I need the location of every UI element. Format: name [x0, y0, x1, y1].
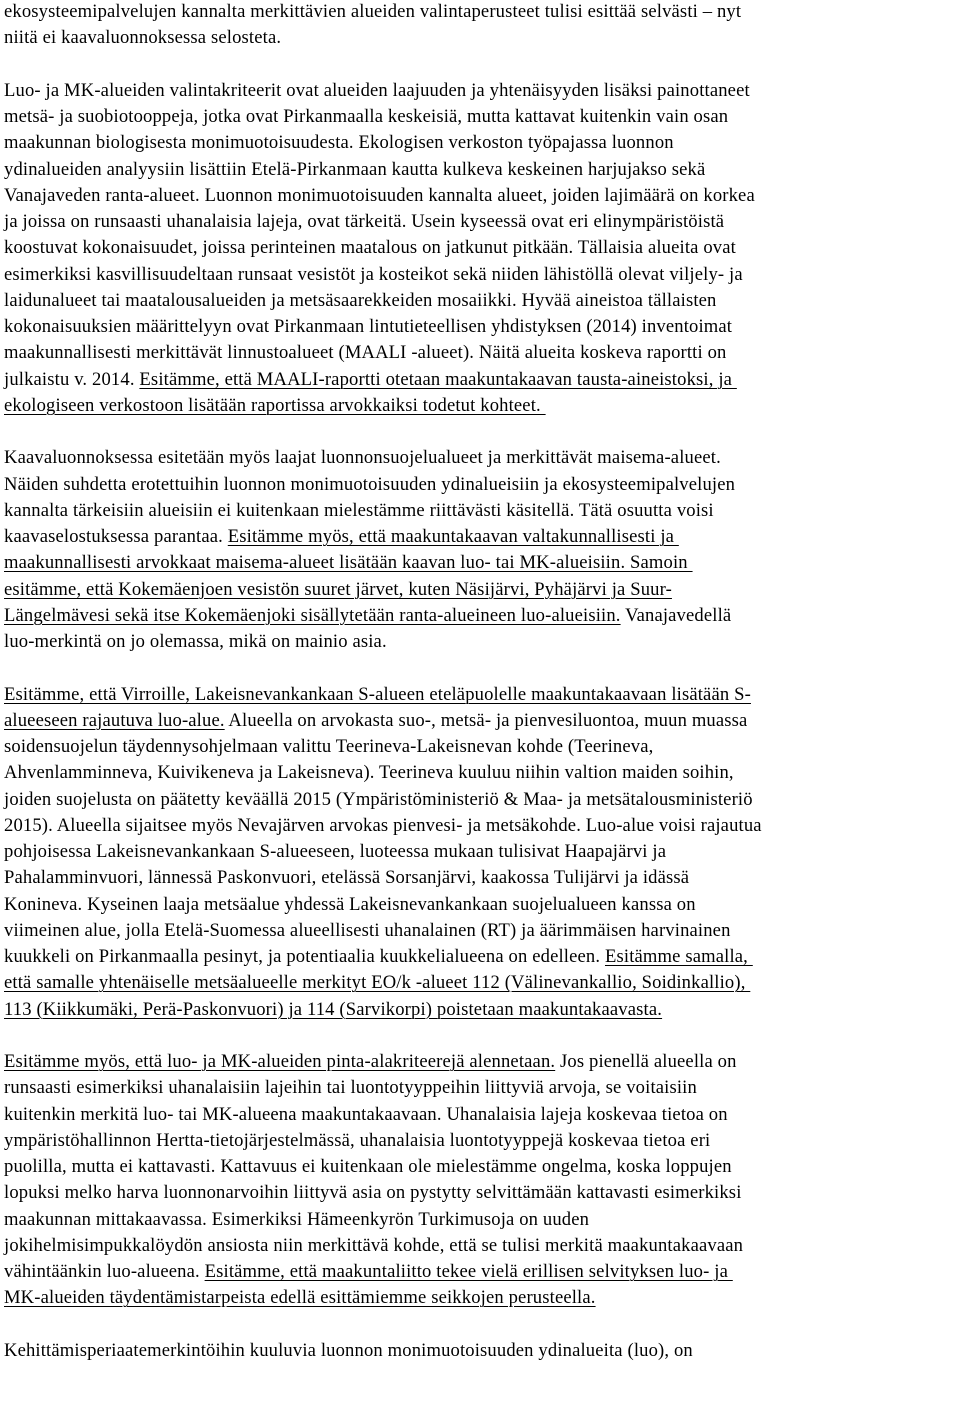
text-segment: pohjoisessa Lakeisnevankankaan S-alueeseen, luoteessa mukaan tulisivat Haapajärvi ja [4, 841, 667, 862]
text-line [4, 1233, 954, 1259]
text-segment: julkaistu v. 2014. [4, 368, 140, 390]
text-line [4, 130, 954, 156]
text-line [4, 1075, 954, 1101]
text-line [4, 235, 954, 261]
text-segment: Vanajavedellä [620, 604, 732, 626]
text-segment: maakunnan biologisesta monimuotoisuudesta. Ekologisen verkoston työpajassa luonnon [4, 132, 674, 154]
text-line [4, 1128, 954, 1154]
underlined-text: MK-alueiden täydentämistarpeista edellä esittämiemme seikkojen perusteella. [4, 1287, 596, 1309]
text-line [4, 367, 954, 393]
paragraph-4 [4, 682, 954, 1023]
text-line [4, 314, 954, 340]
text-line [4, 209, 954, 235]
text-line [4, 944, 954, 970]
paragraph-6 [4, 1338, 954, 1364]
paragraph-3 [4, 445, 954, 655]
text-segment: maakunnan mittakaavassa. Esimerkiksi Hämeenkyrön Turkimusoja on uuden [4, 1208, 590, 1230]
text-segment: viimeinen alue, jolla Etelä-Suomessa alueellisesti uhanalainen (RT) ja äärimmäisen harvinainen [4, 919, 731, 941]
text-line [4, 393, 954, 419]
text-line [4, 813, 954, 839]
text-segment: lopuksi melko harva luonnonarvoihin liittyvä asia on pystytty selvittämään kattavasti esimerkiksi [4, 1182, 742, 1204]
underlined-text: Längelmävesi sekä itse Kokemäenjoki sisällytetään ranta-alueineen luo-alueisiin. [4, 604, 621, 626]
text-line [4, 1154, 954, 1180]
underlined-text: maakunnallisesti arvokkaat maisema-alueet lisätään kaavan luo- tai MK-alueisiin. Samoin [4, 552, 693, 574]
text-segment: runsaasti esimerkiksi uhanalaisiin lajeihin tai luontotyyppeihin liittyviä arvoja, se voitaisiin [4, 1077, 697, 1099]
underlined-text: 113 (Kiikkumäki, Perä-Paskonvuori) ja 114 (Sarvikorpi) poistetaan maakuntakaavasta. [4, 998, 663, 1020]
text-line [4, 865, 954, 891]
paragraph-2 [4, 78, 954, 419]
underlined-text: Esitämme myös, että luo- ja MK-alueiden pinta-alakriteerejä alennetaan. [4, 1051, 556, 1072]
text-line [4, 970, 954, 996]
text-line [4, 839, 954, 865]
text-line [4, 472, 954, 498]
text-segment: luo-merkintä on jo olemassa, mikä on mainio asia. [4, 631, 387, 652]
text-segment: vähintäänkin luo-alueena. [4, 1261, 205, 1282]
text-line [4, 734, 954, 760]
text-line [4, 708, 954, 734]
text-line [4, 157, 954, 183]
text-line [4, 760, 954, 786]
text-segment: Kaavaluonnoksessa esitetään myös laajat luonnonsuojelualueet ja merkittävät maisema-alueet. [4, 447, 721, 469]
text-line [4, 183, 954, 209]
underlined-text: alueeseen rajautuva luo-alue. [4, 709, 225, 731]
text-line [4, 1180, 954, 1206]
text-line [4, 1049, 954, 1075]
text-line [4, 577, 954, 603]
text-segment: Kehittämisperiaatemerkintöihin kuuluvia luonnon monimuotoisuuden ydinalueita (luo), on [4, 1339, 693, 1361]
text-line [4, 340, 954, 366]
text-line [4, 918, 954, 944]
text-segment: Konineva. Kyseinen laaja metsäalue yhdessä Lakeisnevankankaan suojelualueen kanssa on [4, 893, 696, 915]
text-line [4, 892, 954, 918]
paragraph-5 [4, 1049, 954, 1312]
text-segment: kuukkeli on Pirkanmaalla pesinyt, ja potentiaalia kuukkelialueena on edelleen. [4, 946, 605, 967]
text-line [4, 288, 954, 314]
underlined-text: Esitämme, että MAALI-raportti otetaan maakuntakaavan tausta-aineistoksi, ja [139, 368, 737, 390]
text-segment: laidunalueet tai maatalousalueiden ja metsäsaarekkeiden mosaiikki. Hyvää aineistoa tällaisten [4, 289, 717, 311]
underlined-text: ekologiseen verkostoon lisätään raportissa arvokkaiksi todetut kohteet. [4, 394, 546, 416]
text-line [4, 25, 954, 51]
text-segment: maakunnallisesti merkittävät linnustoalueet (MAALI -alueet). Näitä alueita koskeva raportti on [4, 342, 727, 364]
text-line [4, 629, 954, 655]
text-segment: metsä- ja suobiotooppeja, jotka ovat Pirkanmaalla keskeisiä, mutta kattavat kuitenkin vain osan [4, 106, 729, 127]
paragraph-1 [4, 0, 954, 52]
text-segment: kaavaselostuksessa parantaa. [4, 526, 228, 547]
text-segment: esimerkiksi kasvillisuudeltaan runsaat vesistöt ja kosteikot sekä niiden lähistöllä olevat viljely- ja [4, 263, 743, 285]
underlined-text: että samalle yhtenäiselle metsäalueelle merkityt EO/k -alueet 112 (Välinevankallio, Soidinkallio), [4, 972, 751, 994]
text-segment: Jos pienellä alueella on [555, 1051, 737, 1072]
text-segment: niitä ei kaavaluonnoksessa selosteta. [4, 27, 282, 49]
text-segment: kannalta tärkeisiin alueisiin ei kuitenkaan mielestämme riittävästi käsitellä. Tätä osuutta voisi [4, 499, 714, 521]
text-segment: ympäristöhallinnon Hertta-tietojärjestelmässä, uhanalaisia luontotyyppejä koskevaa tietoa eri [4, 1129, 711, 1151]
text-segment: Alueella on arvokasta suo-, metsä- ja pienvesiluontoa, muun muassa [224, 709, 748, 731]
text-segment: Luo- ja MK-alueiden valintakriteerit ovat alueiden laajuuden ja yhtenäisyyden lisäksi painottaneet [4, 79, 750, 101]
text-line [4, 787, 954, 813]
text-line [4, 550, 954, 576]
text-segment: 2015). Alueella sijaitsee myös Nevajärven arvokas pienvesi- ja metsäkohde. Luo-alue voisi rajautua [4, 814, 762, 836]
text-line [4, 498, 954, 524]
text-segment: kokonaisuuksien määrittelyyn ovat Pirkanmaan lintutieteellisen yhdistyksen (2014) inventoimat [4, 316, 733, 337]
underlined-text: Esitämme myös, että maakuntakaavan valtakunnallisesti ja [227, 526, 679, 547]
text-line [4, 1102, 954, 1128]
text-segment: Ahvenlamminneva, Kuivikeneva ja Lakeisneva). Teerineva kuuluu niihin valtion maiden soihin, [4, 762, 734, 784]
text-line [4, 524, 954, 550]
text-segment: jokihelmisimpukkalöydön ansiosta niin merkittävä kohde, että se tulisi merkitä maakuntakaavaan [4, 1234, 744, 1256]
text-segment: kuitenkin merkitä luo- tai MK-alueena maakuntakaavaan. Uhanalaisia lajeja koskevaa tietoa on [4, 1103, 728, 1125]
text-line [4, 603, 954, 629]
text-line [4, 1338, 954, 1364]
text-line [4, 1285, 954, 1311]
underlined-text: Esitämme, että Virroille, Lakeisnevankankaan S-alueen eteläpuolelle maakuntakaavaan lisätään S- [4, 683, 751, 705]
text-segment: Vanajaveden ranta-alueet. Luonnon monimuotoisuuden kannalta alueet, joiden lajimäärä on korkea [4, 184, 755, 206]
text-segment: ydinalueiden analyysiin lisättiin Etelä-Pirkanmaan kautta kulkeva keskeinen harjujakso sekä [4, 158, 706, 180]
text-segment: ja joissa on runsaasti uhanalaisia lajeja, ovat tärkeitä. Usein kyseessä ovat eri elinympäristöistä [4, 211, 725, 232]
text-line [4, 262, 954, 288]
text-segment: soidensuojelun täydennysohjelmaan valittu Teerineva-Lakeisnevan kohde (Teerineva, [4, 736, 654, 757]
text-line [4, 1207, 954, 1233]
underlined-text: Esitämme samalla, [604, 946, 753, 967]
underlined-text: esitämme, että Kokemäenjoen vesistön suuret järvet, kuten Näsijärvi, Pyhäjärvi ja Suur- [4, 578, 672, 600]
text-line [4, 0, 954, 25]
text-segment: ekosysteemipalvelujen kannalta merkittävien alueiden valintaperusteet tulisi esittää selvästi – nyt [4, 1, 742, 22]
text-line [4, 1259, 954, 1285]
text-line [4, 104, 954, 130]
underlined-text: Esitämme, että maakuntaliitto tekee vielä erillisen selvityksen luo- ja [204, 1261, 733, 1282]
text-segment: Pahalamminvuori, lännessä Paskonvuori, etelässä Sorsanjärvi, kaakossa Tulijärvi ja idässä [4, 867, 690, 889]
text-line [4, 78, 954, 104]
text-line [4, 997, 954, 1023]
document-page [4, 0, 954, 1390]
text-segment: koostuvat kokonaisuudet, joissa perinteinen maatalous on jatkunut pitkään. Tällaisia alueita ovat [4, 237, 736, 259]
text-line [4, 682, 954, 708]
text-segment: puolilla, mutta ei kattavasti. Kattavuus ei kuitenkaan ole mielestämme ongelma, koska loppujen [4, 1156, 732, 1177]
text-segment: Näiden suhdetta erotettuihin luonnon monimuotoisuuden ydinalueisiin ja ekosysteemipalvelujen [4, 473, 736, 495]
text-segment: joiden suojelusta on päätetty keväällä 2015 (Ympäristöministeriö & Maa- ja metsätalousministeriö [4, 788, 753, 810]
text-line [4, 445, 954, 471]
